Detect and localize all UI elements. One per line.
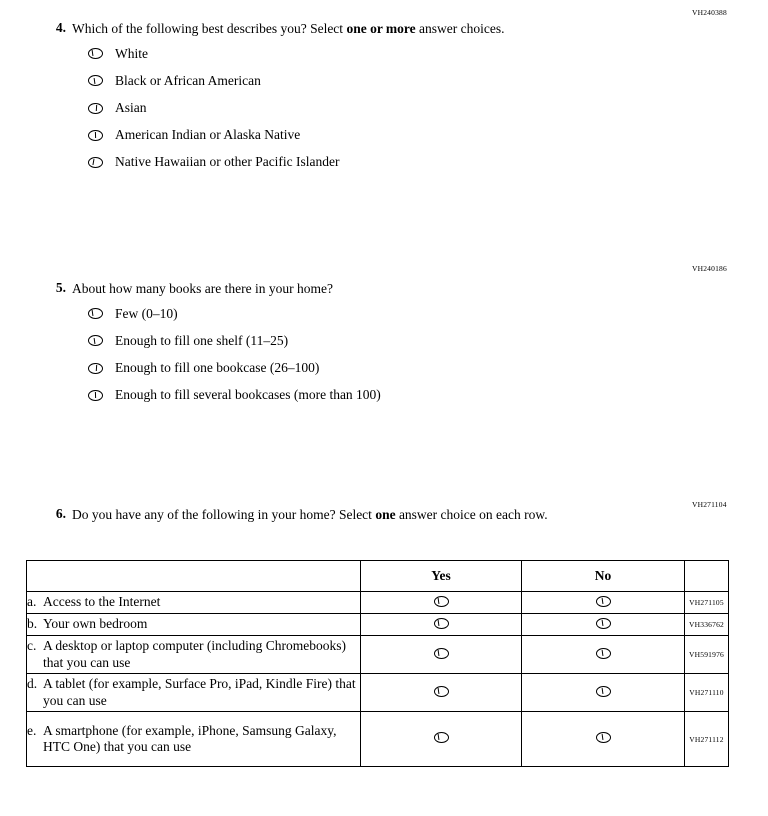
radio-bubble-icon[interactable] (88, 390, 103, 401)
row-stem-cell (27, 674, 361, 712)
table-row (27, 636, 729, 674)
row-stem-text: Access to the Internet (43, 594, 161, 610)
choice-label: Enough to fill several bookcases (more than 100) (115, 387, 381, 403)
choice-label: Enough to fill one shelf (11–25) (115, 332, 289, 348)
radio-bubble-icon[interactable] (88, 103, 103, 114)
row-stem-cell (27, 636, 361, 674)
row-stem-cell (27, 712, 361, 767)
question-4-number: 4. (55, 20, 66, 35)
question-4-stem (44, 20, 664, 38)
choice-option[interactable] (88, 387, 664, 403)
yes-option-cell[interactable] (361, 674, 522, 712)
question-6-number: 6. (55, 506, 66, 521)
radio-bubble-icon[interactable] (434, 596, 449, 607)
radio-bubble-icon[interactable] (434, 732, 449, 743)
choice-label: Asian (115, 99, 147, 115)
response-matrix-table (26, 560, 729, 767)
question-6 (44, 506, 664, 524)
radio-bubble-icon[interactable] (88, 130, 103, 141)
radio-bubble-icon[interactable] (88, 335, 103, 346)
table-row (27, 674, 729, 712)
choice-option[interactable] (88, 154, 664, 170)
question-4-text-emphasis: one or more (346, 21, 416, 36)
row-stem-cell (27, 592, 361, 614)
choice-option[interactable] (88, 73, 664, 89)
choice-option[interactable] (88, 100, 664, 116)
row-stem-text: A tablet (for example, Surface Pro, iPad, Kindle Fire) that you can use (43, 676, 356, 708)
choice-label: White (115, 45, 148, 61)
item-code-q4: VH240388 (692, 8, 727, 17)
radio-bubble-icon[interactable] (434, 686, 449, 697)
question-6-text-part1: Do you have any of the following in your home? Select (72, 507, 376, 522)
question-5-stem (44, 280, 664, 298)
question-6-text-part3: answer choice on each row. (395, 507, 548, 522)
radio-bubble-icon[interactable] (596, 648, 611, 659)
radio-bubble-icon[interactable] (434, 618, 449, 629)
radio-bubble-icon[interactable] (88, 308, 103, 319)
no-option-cell[interactable] (522, 636, 685, 674)
radio-bubble-icon[interactable] (596, 618, 611, 629)
choice-option[interactable] (88, 360, 664, 376)
no-option-cell[interactable] (522, 614, 685, 636)
question-5 (44, 280, 664, 414)
yes-option-cell[interactable] (361, 592, 522, 614)
header-yes: Yes (361, 561, 522, 592)
radio-bubble-icon[interactable] (596, 596, 611, 607)
radio-bubble-icon[interactable] (88, 75, 103, 86)
row-stem-text: A smartphone (for example, iPhone, Samsung Galaxy, HTC One) that you can use (43, 722, 337, 754)
question-4-text-part1: Which of the following best describes you? Select (72, 21, 347, 36)
question-6-text (72, 506, 664, 524)
table-row (27, 592, 729, 614)
row-item-code: VH591976 (685, 636, 729, 674)
row-stem-text: Your own bedroom (43, 616, 148, 632)
question-6-stem (44, 506, 664, 524)
table-row (27, 712, 729, 767)
radio-bubble-icon[interactable] (434, 648, 449, 659)
row-item-code: VH271110 (685, 674, 729, 712)
row-item-code: VH271105 (685, 592, 729, 614)
header-blank-stem (27, 561, 361, 592)
row-letter: c. (27, 638, 37, 654)
question-4-text (72, 20, 664, 38)
yes-option-cell[interactable] (361, 712, 522, 767)
row-letter: d. (27, 676, 38, 692)
question-4-text-part3: answer choices. (415, 21, 505, 36)
question-5-number: 5. (55, 280, 66, 295)
choice-label: Black or African American (115, 72, 261, 88)
row-letter: b. (27, 616, 38, 632)
yes-option-cell[interactable] (361, 614, 522, 636)
yes-option-cell[interactable] (361, 636, 522, 674)
radio-bubble-icon[interactable] (596, 686, 611, 697)
row-letter: e. (27, 722, 37, 738)
row-stem-cell (27, 614, 361, 636)
header-no: No (522, 561, 685, 592)
radio-bubble-icon[interactable] (596, 732, 611, 743)
no-option-cell[interactable] (522, 592, 685, 614)
choice-option[interactable] (88, 333, 664, 349)
choice-label: Enough to fill one bookcase (26–100) (115, 359, 320, 375)
choice-label: Few (0–10) (115, 305, 178, 321)
question-4 (44, 20, 664, 181)
choice-option[interactable] (88, 306, 664, 322)
no-option-cell[interactable] (522, 712, 685, 767)
row-item-code: VH271112 (685, 712, 729, 767)
radio-bubble-icon[interactable] (88, 48, 103, 59)
choice-option[interactable] (88, 46, 664, 62)
table-row (27, 614, 729, 636)
choice-label: American Indian or Alaska Native (115, 127, 301, 143)
radio-bubble-icon[interactable] (88, 157, 103, 168)
row-letter: a. (27, 594, 37, 610)
row-stem-text: A desktop or laptop computer (including Chromebooks) that you can use (43, 638, 346, 670)
choice-label: Native Hawaiian or other Pacific Islander (115, 154, 340, 170)
row-item-code: VH336762 (685, 614, 729, 636)
question-5-choices (44, 306, 664, 404)
question-5-text (72, 280, 664, 298)
no-option-cell[interactable] (522, 674, 685, 712)
item-code-q5: VH240186 (692, 264, 727, 273)
question-5-text-part1: About how many books are there in your home? (72, 281, 333, 296)
question-4-choices (44, 46, 664, 171)
question-6-text-emphasis: one (375, 507, 396, 522)
header-blank-code (685, 561, 729, 592)
item-code-q6: VH271104 (692, 500, 727, 509)
table-header-row (27, 561, 729, 592)
choice-option[interactable] (88, 127, 664, 143)
radio-bubble-icon[interactable] (88, 363, 103, 374)
